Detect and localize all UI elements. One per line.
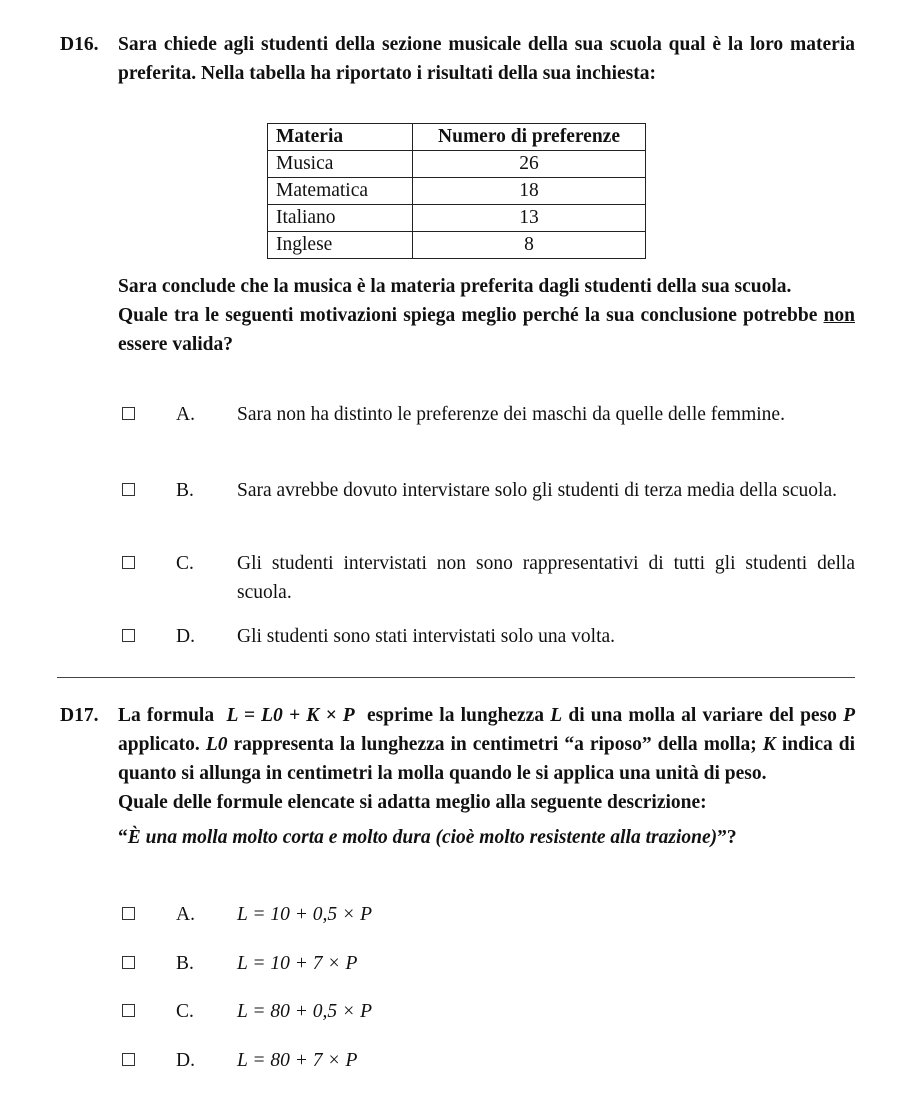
- formula-main: L = L0 + K × P: [226, 705, 355, 726]
- option-letter: A.: [176, 404, 195, 425]
- checkbox-a[interactable]: [122, 907, 135, 920]
- option-letter: D.: [176, 626, 195, 647]
- table-cell: Matematica: [268, 178, 413, 205]
- table-cell: Italiano: [268, 205, 413, 232]
- table-cell: 8: [413, 232, 646, 259]
- question-number: D17.: [60, 705, 99, 726]
- checkbox-a[interactable]: [122, 407, 135, 420]
- question-text: Quale delle formule elencate si adatta meglio alla seguente descrizione:: [118, 792, 707, 813]
- table-cell: Musica: [268, 151, 413, 178]
- checkbox-b[interactable]: [122, 483, 135, 496]
- option-letter: C.: [176, 553, 194, 574]
- option-text: Gli studenti intervistati non sono rappresentativi di tutti gli studenti della scuola.: [237, 553, 855, 603]
- variable: L0: [205, 734, 228, 755]
- table-header-row: [268, 124, 646, 151]
- checkbox-c[interactable]: [122, 1004, 135, 1017]
- table-cell: 26: [413, 151, 646, 178]
- variable: K: [762, 734, 776, 755]
- option-formula: L = 80 + 0,5 × P: [237, 1001, 373, 1022]
- option-text: Sara non ha distinto le preferenze dei maschi da quelle delle femmine.: [237, 404, 785, 425]
- question-intro: La formula L = L0 + K × P esprime la lunghezza L di una molla al variare del peso P applicato. L0 rappresenta la lunghezza in centimetri “a riposo” della molla; K indica di quanto si allunga in centimetri la molla quando le si applica una unità di peso.: [118, 705, 856, 784]
- table-cell: 13: [413, 205, 646, 232]
- checkbox-c[interactable]: [122, 556, 135, 569]
- table-row: [268, 178, 646, 205]
- variable: P: [843, 705, 856, 726]
- description-quote: “È una molla molto corta e molto dura (cioè molto resistente alla trazione)”?: [118, 827, 737, 848]
- table-cell: Inglese: [268, 232, 413, 259]
- option-formula: L = 10 + 7 × P: [237, 953, 358, 974]
- option-letter: C.: [176, 1001, 194, 1022]
- option-text: Sara avrebbe dovuto intervistare solo gli studenti di terza media della scuola.: [237, 480, 837, 501]
- question-text: Quale tra le seguenti motivazioni spiega meglio perché la sua conclusione potrebbe non essere valida?: [118, 305, 855, 355]
- option-text: Gli studenti sono stati intervistati solo una volta.: [237, 626, 616, 647]
- option-letter: B.: [176, 480, 194, 501]
- question-intro: Sara chiede agli studenti della sezione musicale della sua scuola qual è la loro materia preferita. Nella tabella ha riportato i risultati della sua inchiesta:: [118, 34, 855, 84]
- section-divider: [57, 677, 855, 678]
- question-number: D16.: [60, 34, 99, 55]
- conclusion-text: Sara conclude che la musica è la materia preferita dagli studenti della sua scuola.: [118, 276, 792, 297]
- checkbox-d[interactable]: [122, 1053, 135, 1066]
- checkbox-d[interactable]: [122, 629, 135, 642]
- table-row: [268, 205, 646, 232]
- underlined-word: non: [823, 305, 855, 326]
- variable: L: [550, 705, 563, 726]
- option-letter: A.: [176, 904, 195, 925]
- checkbox-b[interactable]: [122, 956, 135, 969]
- option-letter: D.: [176, 1050, 195, 1071]
- question-d16-body: [60, 272, 855, 359]
- preferences-table: [267, 123, 646, 259]
- question-d17: [60, 701, 855, 852]
- table-cell: 18: [413, 178, 646, 205]
- option-formula: L = 80 + 7 × P: [237, 1050, 358, 1071]
- table-row: [268, 151, 646, 178]
- option-formula: L = 10 + 0,5 × P: [237, 904, 373, 925]
- table-header: Numero di preferenze: [413, 124, 646, 151]
- question-d16: [60, 30, 855, 88]
- option-letter: B.: [176, 953, 194, 974]
- table-header: Materia: [268, 124, 413, 151]
- table-row: [268, 232, 646, 259]
